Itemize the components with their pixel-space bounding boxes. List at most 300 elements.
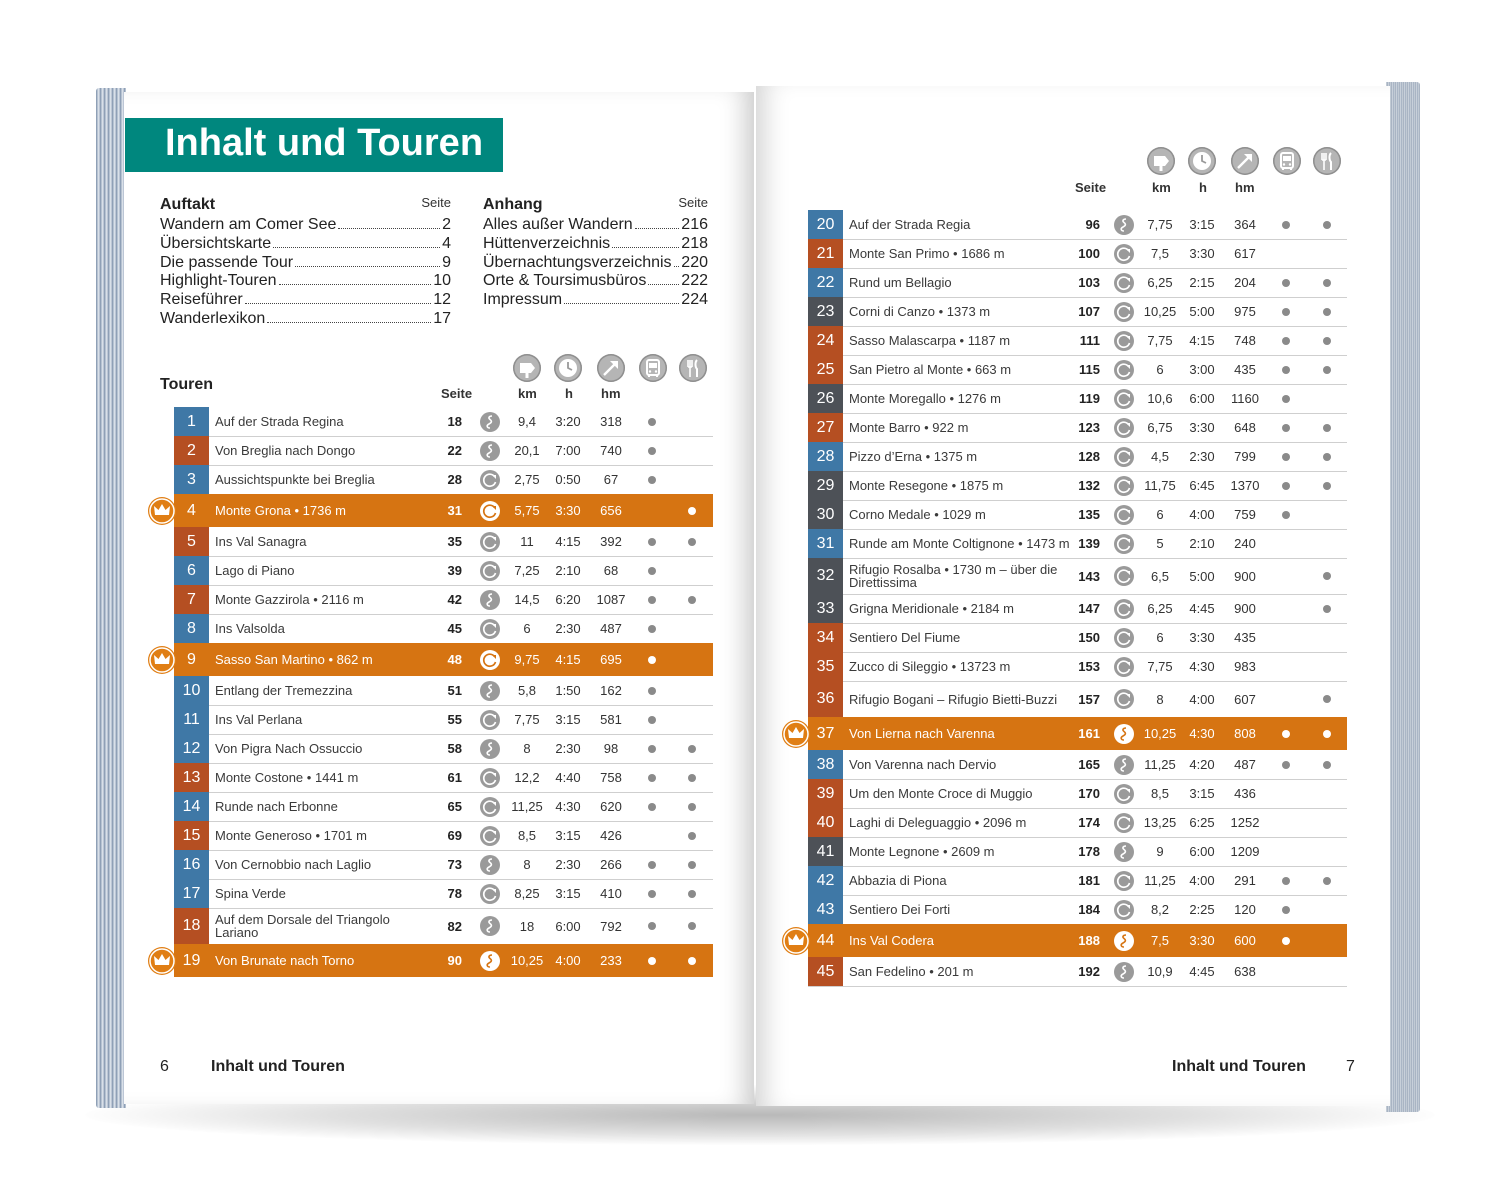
tour-name: Corni di Canzo • 1373 m [849, 304, 991, 319]
round-tour-icon [480, 470, 500, 490]
tour-hm: 638 [1234, 964, 1256, 979]
title-banner [125, 118, 503, 172]
tour-name: Runde nach Erbonne [215, 799, 338, 814]
bus-available-dot [648, 803, 656, 811]
food-available-dot [688, 890, 696, 898]
tour-hm: 900 [1234, 601, 1256, 616]
tour-name: Monte San Primo • 1686 m [849, 246, 1005, 261]
tour-row[interactable] [808, 837, 1347, 867]
bus-available-dot [1282, 337, 1290, 345]
highlight-crown-icon [148, 947, 176, 975]
tour-hm: 318 [600, 414, 622, 429]
tour-km: 11,25 [1144, 873, 1176, 888]
tour-km: 10,25 [1143, 726, 1177, 741]
food-available-dot [1323, 221, 1331, 229]
tour-hm: 983 [1234, 659, 1256, 674]
tour-number: 30 [808, 500, 843, 529]
bus-available-dot [648, 745, 656, 753]
col-hm: hm [601, 386, 621, 401]
tour-km: 7,75 [1147, 333, 1173, 348]
tour-name: Rifugio Rosalba • 1730 m – über die Direttissima [849, 562, 1058, 590]
bus-available-dot [1282, 906, 1290, 914]
round-tour-icon [1114, 302, 1134, 322]
tour-row[interactable] [808, 471, 1347, 501]
tour-page: 103 [1078, 275, 1100, 290]
tour-row[interactable] [174, 705, 713, 735]
tour-row[interactable] [808, 717, 1347, 751]
tour-page: 139 [1078, 536, 1100, 551]
tour-hm: 648 [1234, 420, 1256, 435]
tour-name: Sasso San Martino • 862 m [215, 652, 373, 667]
toc-auftakt-seite: Seite [421, 195, 451, 210]
tour-row[interactable] [808, 558, 1347, 595]
tour-km: 5 [1156, 536, 1164, 551]
bus-available-dot [648, 418, 656, 426]
tour-page: 48 [447, 652, 462, 667]
round-tour-icon [480, 532, 500, 552]
clock-icon [554, 354, 582, 382]
one-way-tour-icon [480, 739, 500, 759]
tour-km: 2,75 [514, 472, 540, 487]
tour-hm: 1209 [1230, 844, 1260, 859]
page-number-right: 7 [1346, 1058, 1355, 1075]
tour-km: 11,75 [1144, 478, 1176, 493]
tour-km: 6,25 [1147, 601, 1173, 616]
bus-available-dot [1282, 877, 1290, 885]
tour-hm: 487 [600, 621, 622, 636]
round-tour-icon [1114, 813, 1134, 833]
tour-h: 5:00 [1189, 304, 1215, 319]
toc-entry-page: 17 [433, 309, 451, 327]
tour-h: 6:00 [1189, 844, 1215, 859]
food-available-dot [1323, 424, 1331, 432]
toc-entry-label: Übersichtskarte [160, 234, 272, 252]
tour-h: 4:30 [1189, 726, 1215, 741]
ascent-arrow-icon [1231, 147, 1259, 175]
tour-row[interactable] [808, 924, 1347, 958]
tour-row[interactable] [174, 614, 713, 644]
tour-hm: 233 [600, 953, 622, 968]
toc-entry-label: Highlight-Touren [160, 272, 277, 290]
tour-km: 10,6 [1147, 391, 1173, 406]
tour-row[interactable] [808, 808, 1347, 838]
tour-km: 6,75 [1147, 420, 1173, 435]
tour-name: Sentiero Del Fiume [849, 630, 961, 645]
tour-page: 192 [1078, 964, 1100, 979]
toc-leader-dots [279, 284, 432, 285]
tour-page: 165 [1078, 757, 1100, 772]
tour-page: 184 [1078, 902, 1100, 917]
tour-km: 6,5 [1150, 568, 1170, 584]
tour-h: 0:50 [555, 472, 581, 487]
tour-row[interactable] [174, 494, 713, 528]
toc-leader-dots [648, 284, 679, 285]
bus-available-dot [648, 538, 656, 546]
tour-hm: 581 [600, 712, 622, 727]
tour-hm: 435 [1234, 630, 1256, 645]
food-available-dot [688, 922, 696, 930]
tour-hm: 748 [1234, 333, 1256, 348]
food-available-dot [1323, 453, 1331, 461]
toc-leader-dots [635, 228, 680, 229]
one-way-tour-icon [480, 412, 500, 432]
toc-entry-label: Alles außer Wandern [483, 216, 633, 233]
tour-page: 115 [1079, 362, 1100, 377]
tour-km: 7,75 [1147, 659, 1173, 674]
bus-available-dot [648, 596, 656, 604]
tour-hm: 656 [600, 503, 622, 518]
tour-hm: 68 [603, 563, 619, 578]
tour-hm: 120 [1234, 902, 1256, 917]
tour-h: 3:20 [555, 414, 581, 429]
tour-km: 8,5 [1150, 786, 1170, 801]
tour-row[interactable] [174, 436, 713, 466]
tour-name: Monte Gazzirola • 2116 m [215, 592, 364, 607]
one-way-tour-icon [1114, 931, 1134, 951]
tour-number: 37 [808, 717, 843, 750]
bus-available-dot [1282, 424, 1290, 432]
tour-number: 1 [174, 407, 209, 436]
running-title-right: Inhalt und Touren [1172, 1058, 1306, 1075]
tour-page: 128 [1078, 449, 1100, 464]
tour-number: 17 [174, 879, 209, 908]
food-available-dot [1323, 761, 1331, 769]
tour-h: 2:30 [1189, 449, 1215, 464]
tour-number: 45 [808, 957, 843, 986]
tour-page: 35 [447, 534, 462, 549]
tour-row[interactable] [808, 866, 1347, 896]
tour-number: 40 [808, 808, 843, 837]
round-tour-icon [480, 710, 500, 730]
tour-km: 7,25 [514, 563, 540, 578]
col-seite: Seite [441, 386, 473, 401]
highlight-crown-icon [148, 646, 176, 674]
toc-entry [483, 216, 708, 235]
tour-name: Von Varenna nach Dervio [849, 757, 997, 772]
tour-row[interactable] [174, 763, 713, 793]
tour-number: 39 [808, 779, 843, 808]
food-available-dot [1323, 605, 1331, 613]
tour-row[interactable] [808, 779, 1347, 809]
tour-row[interactable] [808, 297, 1347, 327]
bus-available-dot [648, 687, 656, 695]
round-tour-icon [1114, 418, 1134, 438]
tour-page: 73 [447, 857, 462, 872]
tour-km: 11,25 [511, 799, 543, 814]
food-available-dot [1323, 730, 1331, 738]
one-way-tour-icon [480, 681, 500, 701]
one-way-tour-icon [1114, 755, 1134, 775]
tour-km: 10,25 [510, 953, 544, 968]
tour-hm: 740 [600, 443, 622, 458]
tour-km: 6 [523, 621, 531, 636]
tour-row[interactable] [174, 821, 713, 851]
tour-page: 174 [1078, 815, 1100, 830]
tour-number: 41 [808, 837, 843, 866]
footer-left [160, 1058, 345, 1076]
tour-name: Von Breglia nach Dongo [215, 443, 356, 458]
tour-number: 44 [808, 924, 843, 957]
tour-h: 4:45 [1189, 964, 1215, 979]
tour-page: 22 [447, 443, 462, 458]
bus-available-dot [1282, 395, 1290, 403]
tour-hm: 436 [1234, 786, 1256, 801]
tour-row[interactable] [174, 734, 713, 764]
one-way-tour-icon [480, 590, 500, 610]
tour-number: 16 [174, 850, 209, 879]
bus-available-dot [1282, 221, 1290, 229]
toc-anhang-seite: Seite [678, 195, 708, 210]
tour-number: 8 [174, 614, 209, 643]
tour-row[interactable] [808, 529, 1347, 559]
round-tour-icon [1114, 871, 1134, 891]
tour-row[interactable] [174, 556, 713, 586]
tour-name: Von Pigra Nach Ossuccio [215, 741, 363, 756]
toc-entry-label: Reiseführer [160, 291, 243, 309]
tour-row[interactable] [808, 326, 1347, 356]
tour-name: Monte Costone • 1441 m [215, 770, 359, 785]
tour-h: 3:30 [1189, 246, 1215, 261]
tour-h: 3:15 [555, 828, 581, 843]
bus-available-dot [648, 656, 656, 664]
tour-row[interactable] [174, 585, 713, 615]
tour-km: 5,75 [514, 503, 540, 518]
tour-h: 6:00 [1189, 391, 1215, 406]
tour-hm: 364 [1234, 217, 1256, 232]
bus-available-dot [1282, 453, 1290, 461]
round-tour-icon [1114, 900, 1134, 920]
tour-row[interactable] [808, 239, 1347, 269]
tour-row[interactable] [808, 268, 1347, 298]
tour-hm: 392 [600, 534, 622, 549]
tour-row[interactable] [808, 957, 1347, 987]
tour-name: Aussichtspunkte bei Breglia [215, 472, 375, 487]
tour-row[interactable] [808, 442, 1347, 472]
tour-km: 11 [520, 534, 534, 549]
tour-h: 4:30 [1189, 659, 1215, 674]
bus-available-dot [648, 890, 656, 898]
tour-number: 31 [808, 529, 843, 558]
page-title: Inhalt und Touren [165, 122, 484, 164]
tour-number: 7 [174, 585, 209, 614]
food-available-dot [688, 832, 696, 840]
tour-name: Ins Valsolda [215, 621, 285, 636]
bus-available-dot [648, 625, 656, 633]
toc-entry-label: Wanderlexikon [160, 309, 266, 327]
tour-row[interactable] [174, 879, 713, 909]
tour-row[interactable] [808, 681, 1347, 718]
toc-leader-dots [612, 247, 679, 248]
tour-number: 29 [808, 471, 843, 500]
tour-number: 21 [808, 239, 843, 268]
food-available-dot [688, 596, 696, 604]
tour-page: 143 [1078, 568, 1100, 584]
food-available-dot [688, 803, 696, 811]
tour-h: 6:00 [555, 918, 581, 934]
bus-available-dot [648, 567, 656, 575]
tour-number: 28 [808, 442, 843, 471]
food-available-dot [688, 957, 696, 965]
tour-row[interactable] [174, 676, 713, 706]
toc-entry-page: 220 [681, 253, 708, 271]
tour-hm: 600 [1234, 933, 1256, 948]
tour-hm: 204 [1234, 275, 1256, 290]
tour-row[interactable] [174, 850, 713, 880]
toc-leader-dots [674, 266, 680, 267]
round-tour-icon [480, 501, 500, 521]
tour-hm: 695 [600, 652, 622, 667]
tour-name: Entlang der Tremezzina [215, 683, 353, 698]
toc-entry [160, 254, 451, 273]
tour-number: 11 [174, 705, 209, 734]
one-way-tour-icon [480, 855, 500, 875]
highlight-crown-icon [782, 927, 810, 955]
tour-page: 69 [447, 828, 462, 843]
col-km-right: km [1152, 180, 1171, 195]
round-tour-icon [480, 884, 500, 904]
tour-hm: 1160 [1231, 391, 1259, 406]
tour-km: 4,5 [1150, 449, 1170, 464]
tour-row[interactable] [808, 652, 1347, 682]
tour-number: 34 [808, 623, 843, 652]
toc-leader-dots [564, 303, 679, 304]
bus-available-dot [648, 476, 656, 484]
tour-row[interactable] [808, 210, 1347, 240]
tour-km: 6 [1156, 362, 1164, 377]
tour-row[interactable] [808, 895, 1347, 925]
page-number-left: 6 [160, 1058, 169, 1075]
tour-page: 119 [1079, 391, 1100, 406]
tour-number: 25 [808, 355, 843, 384]
tour-page: 157 [1078, 691, 1100, 707]
round-tour-icon [1114, 784, 1134, 804]
tour-km: 8 [523, 857, 531, 872]
right-page-edges [1386, 82, 1420, 1112]
tour-hm: 266 [600, 857, 622, 872]
toc-leader-dots [245, 303, 432, 304]
food-available-dot [688, 538, 696, 546]
tour-page: 39 [447, 563, 462, 578]
toc-entry-page: 9 [442, 253, 451, 271]
round-tour-icon [1114, 476, 1134, 496]
tour-row[interactable] [808, 594, 1347, 624]
tour-row[interactable] [174, 465, 713, 495]
tour-name: Rifugio Bogani – Rifugio Bietti-Buzzi [849, 691, 1058, 707]
tour-row[interactable] [808, 384, 1347, 414]
tour-km: 9,75 [514, 652, 540, 667]
tour-name: Von Lierna nach Varenna [849, 726, 995, 741]
toc-auftakt-title: Auftakt [160, 196, 216, 213]
tour-hm: 620 [600, 799, 622, 814]
tour-row[interactable] [174, 407, 713, 437]
toc-leader-dots [267, 322, 431, 323]
tour-row[interactable] [174, 643, 713, 677]
round-tour-icon [1114, 689, 1134, 709]
tour-row[interactable] [808, 500, 1347, 530]
toc-entry-label: Hüttenverzeichnis [483, 234, 611, 252]
tour-h: 2:30 [555, 857, 581, 872]
tour-page: 18 [447, 414, 462, 429]
signpost-icon [513, 354, 541, 382]
round-tour-icon [1114, 360, 1134, 380]
toc-anhang-title: Anhang [483, 196, 543, 213]
tour-hm: 607 [1234, 691, 1256, 707]
one-way-tour-icon [480, 441, 500, 461]
tour-page: 42 [447, 592, 462, 607]
round-tour-icon [480, 561, 500, 581]
tour-row[interactable] [174, 792, 713, 822]
tour-h: 2:15 [1189, 275, 1215, 290]
col-hm-right: hm [1235, 180, 1255, 195]
tour-number: 4 [174, 494, 209, 527]
running-title-left: Inhalt und Touren [211, 1058, 345, 1075]
tour-row[interactable] [174, 908, 713, 945]
round-tour-icon [480, 797, 500, 817]
tour-name: Runde am Monte Coltignone • 1473 m [849, 536, 1070, 551]
toc-entry-label: Übernachtungsverzeichnis [483, 253, 672, 271]
tour-name: Ins Val Sanagra [215, 534, 307, 549]
tour-hm: 759 [1234, 507, 1256, 522]
round-tour-icon [1114, 599, 1134, 619]
tour-row[interactable] [808, 623, 1347, 653]
tour-page: 135 [1078, 507, 1100, 522]
tour-name: Monte Barro • 922 m [849, 420, 969, 435]
food-available-dot [1323, 279, 1331, 287]
tour-row[interactable] [174, 944, 713, 978]
food-available-dot [1323, 308, 1331, 316]
tour-row[interactable] [808, 750, 1347, 780]
tour-number: 22 [808, 268, 843, 297]
one-way-tour-icon [1114, 215, 1134, 235]
toc-entry-page: 2 [442, 216, 451, 233]
tour-page: 31 [447, 503, 462, 518]
tour-name: Monte Generoso • 1701 m [215, 828, 367, 843]
tour-h: 3:15 [1189, 786, 1215, 801]
tour-page: 111 [1079, 333, 1100, 348]
tour-h: 3:15 [555, 886, 581, 901]
toc-anhang [483, 194, 708, 310]
tour-name: Monte Grona • 1736 m [215, 503, 347, 518]
toc-leader-dots [338, 228, 440, 229]
tour-hm: 617 [1234, 246, 1256, 261]
toc-entry [483, 291, 708, 310]
tour-h: 4:15 [1189, 333, 1215, 348]
tour-row[interactable] [808, 413, 1347, 443]
tour-h: 3:30 [1189, 630, 1215, 645]
tour-page: 28 [447, 472, 462, 487]
tour-name: Rund um Bellagio [849, 275, 952, 290]
tour-row[interactable] [808, 355, 1347, 385]
round-tour-icon [1114, 566, 1134, 586]
tour-number: 13 [174, 763, 209, 792]
tour-number: 24 [808, 326, 843, 355]
col-h-right: h [1199, 180, 1207, 195]
tour-km: 8,5 [517, 828, 537, 843]
tour-h: 2:30 [555, 621, 581, 636]
bus-available-dot [1282, 937, 1290, 945]
food-available-dot [1323, 695, 1331, 703]
col-seite-right: Seite [1075, 180, 1107, 195]
food-available-dot [688, 745, 696, 753]
tour-h: 4:00 [555, 953, 581, 968]
one-way-tour-icon [480, 951, 500, 971]
tour-name: Von Brunate nach Torno [215, 953, 355, 968]
tour-km: 9,4 [517, 414, 537, 429]
round-tour-icon [480, 826, 500, 846]
tour-name: Auf der Strada Regia [849, 217, 971, 232]
tour-row[interactable] [174, 527, 713, 557]
tour-page: 65 [447, 799, 462, 814]
